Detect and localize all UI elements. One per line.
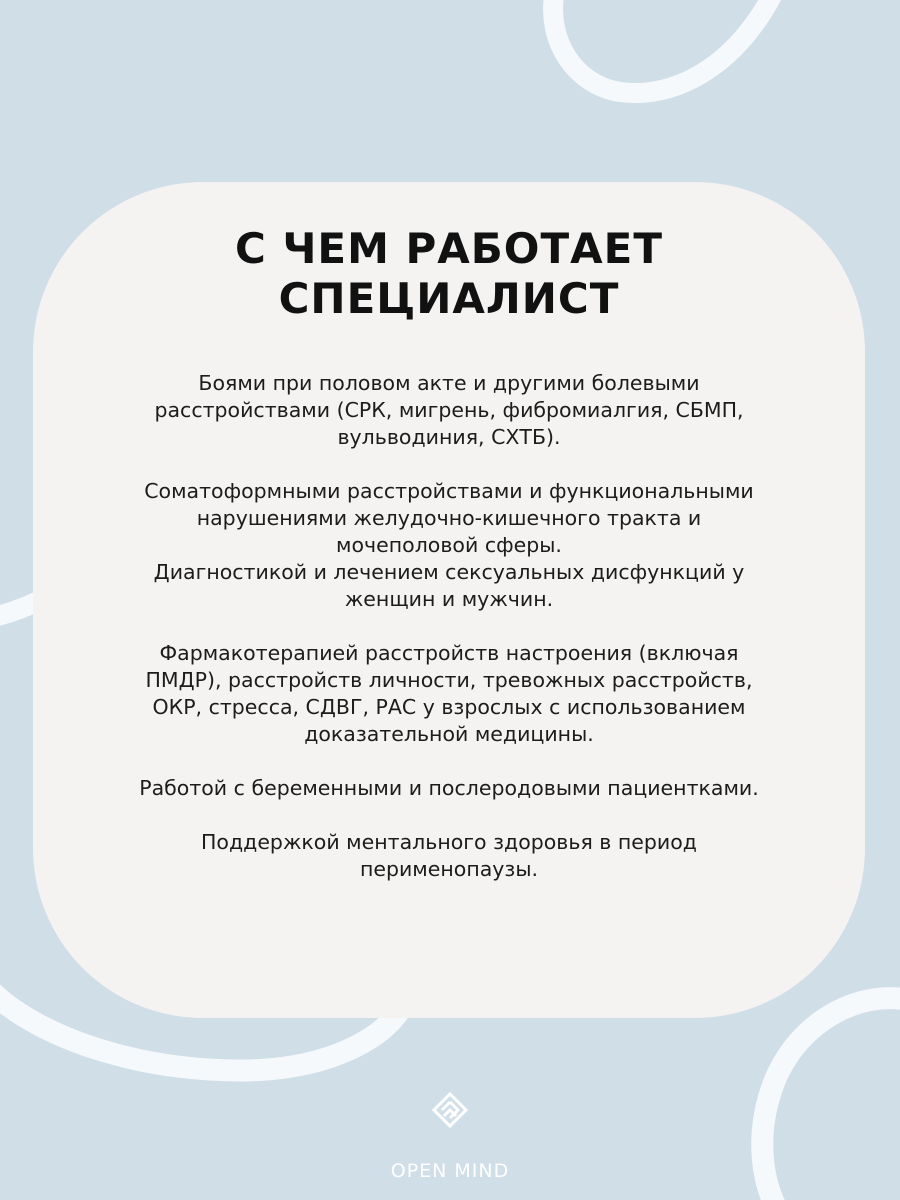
background-curve-bottom-right — [762, 998, 900, 1200]
text-line: ОКР, стресса, СДВГ, РАС у взрослых с использованием — [152, 695, 746, 719]
text-line: доказательной медицины. — [304, 722, 594, 746]
page-title-line-1: С ЧЕМ РАБОТАЕТ — [235, 224, 663, 273]
paragraph-somatoform — [33, 478, 865, 559]
text-line: расстройствами (СРК, мигрень, фибромиалгия, СБМП, — [154, 398, 744, 422]
paragraph-sexual-dysfunction — [33, 559, 865, 613]
text-line: Боями при половом акте и другими болевыми — [198, 371, 700, 395]
page-title — [33, 224, 865, 324]
page-title-line-2: СПЕЦИАЛИСТ — [278, 274, 620, 323]
brand-logo — [390, 1090, 510, 1190]
text-line: мочеполовой сферы. — [336, 533, 562, 557]
text-line: женщин и мужчин. — [344, 587, 554, 611]
text-line: Соматоформными расстройствами и функциональными — [144, 479, 754, 503]
open-mind-logo-icon — [430, 1090, 470, 1160]
text-line: Работой с беременными и послеродовыми пациентками. — [139, 776, 759, 800]
paragraph-perimenopause — [33, 829, 865, 883]
text-line: перименопаузы. — [359, 857, 539, 881]
text-line: Фармакотерапией расстройств настроения (включая — [159, 641, 739, 665]
text-line: Поддержкой ментального здоровья в период — [201, 830, 697, 854]
paragraph-pain-disorders — [33, 370, 865, 451]
text-line: нарушениями желудочно-кишечного тракта и — [196, 506, 702, 530]
paragraph-pharmacotherapy — [33, 640, 865, 748]
paragraph-pregnant-patients — [33, 775, 865, 802]
services-list — [33, 370, 865, 910]
brand-name: OPEN MIND — [390, 1160, 510, 1182]
text-line: ПМДР), расстройств личности, тревожных расстройств, — [145, 668, 753, 692]
text-line: вульводиния, СХТБ). — [337, 425, 561, 449]
text-line: Диагностикой и лечением сексуальных дисфункций у — [153, 560, 745, 584]
background-curve-top — [553, 0, 775, 93]
